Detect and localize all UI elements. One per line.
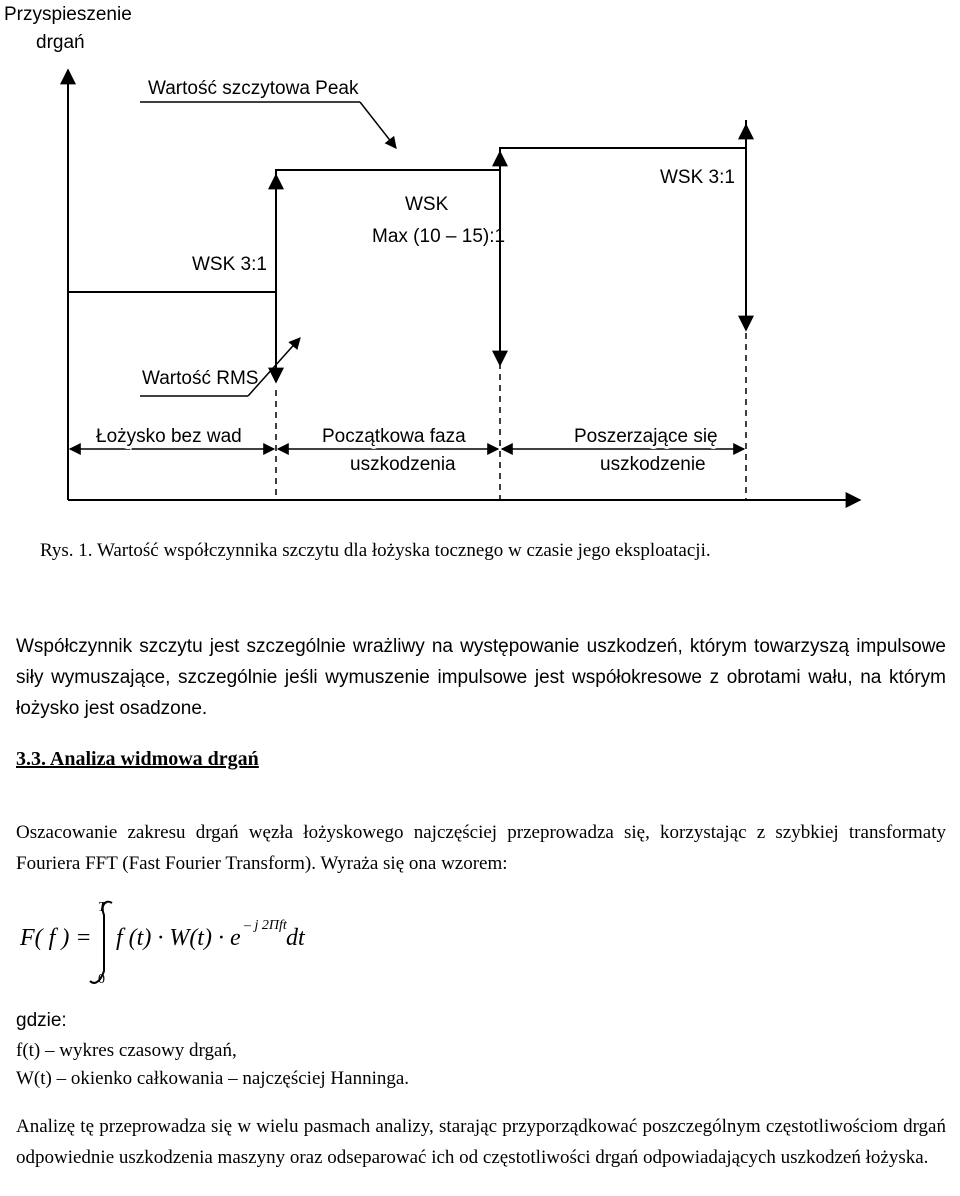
- peak-label: Wartość szczytowa Peak: [148, 78, 359, 99]
- crest-factor-figure: [0, 0, 960, 520]
- formula-integrand: f (t) · W(t) · e: [116, 925, 241, 951]
- integral-upper-limit: T: [98, 900, 106, 915]
- where-label: gdzie:: [16, 1010, 67, 1031]
- phase-3-label-line2: uszkodzenie: [600, 454, 706, 475]
- phase-2-label-line1: Początkowa faza: [322, 426, 466, 447]
- definition-w: W(t) – okienko całkowania – najczęściej Hanninga.: [16, 1068, 410, 1089]
- paragraph-analysis: Analizę tę przeprowadza się w wielu pasmach analizy, starając przyporządkować poszczególnym częstotliwościom drgań odpowiednie uszkodzenia maszyny oraz odseparować ich od częstotliwości drgań odpowiadających uszkodzeń łożyska.: [16, 1116, 946, 1168]
- paragraph-crest-factor: Współczynnik szczytu jest szczególnie wrażliwy na występowanie uszkodzeń, którym towarzyszą impulsowe siły wymuszające, szczególnie jeśli wymuszenie impulsowe jest współokresowe z obrotami wału, na którym łożysko jest osadzone.: [16, 636, 946, 719]
- rms-pointer-arrow: [248, 338, 300, 396]
- definition-f: f(t) – wykres czasowy drgań,: [16, 1040, 237, 1061]
- figure-caption: Rys. 1. Wartość współczynnika szczytu dla łożyska tocznego w czasie jego eksploatacji.: [40, 540, 711, 561]
- integral-lower-limit: 0: [98, 972, 105, 987]
- fft-formula: [20, 895, 420, 995]
- wsk-left-label: WSK 3:1: [192, 254, 267, 275]
- paragraph-fft: Oszacowanie zakresu drgań węzła łożyskowego najczęściej przeprowadza się, korzystając z szybkiej transformaty Fouriera FFT (Fast Fourier Transform). Wyraża się ona wzorem:: [16, 822, 946, 874]
- peak-pointer-arrow: [360, 102, 396, 148]
- y-axis-label-line1: Przyspieszenie: [4, 4, 132, 25]
- wsk-mid-label-line2: Max (10 – 15):1: [372, 226, 506, 247]
- section-heading: 3.3. Analiza widmowa drgań: [16, 748, 259, 770]
- y-axis-label-line2: drgań: [36, 32, 85, 53]
- phase-1-label: Łożysko bez wad: [96, 426, 242, 447]
- rms-label: Wartość RMS: [142, 368, 259, 389]
- formula-exponent: – j 2Πft: [244, 918, 287, 933]
- wsk-mid-label-line1: WSK: [405, 194, 449, 215]
- phase-2-label-line2: uszkodzenia: [350, 454, 456, 475]
- formula-lhs: F( f ) =: [20, 925, 92, 951]
- wsk-right-label: WSK 3:1: [660, 167, 735, 188]
- phase-3-label-line1: Poszerzające się: [574, 426, 718, 447]
- formula-dt: dt: [286, 925, 305, 951]
